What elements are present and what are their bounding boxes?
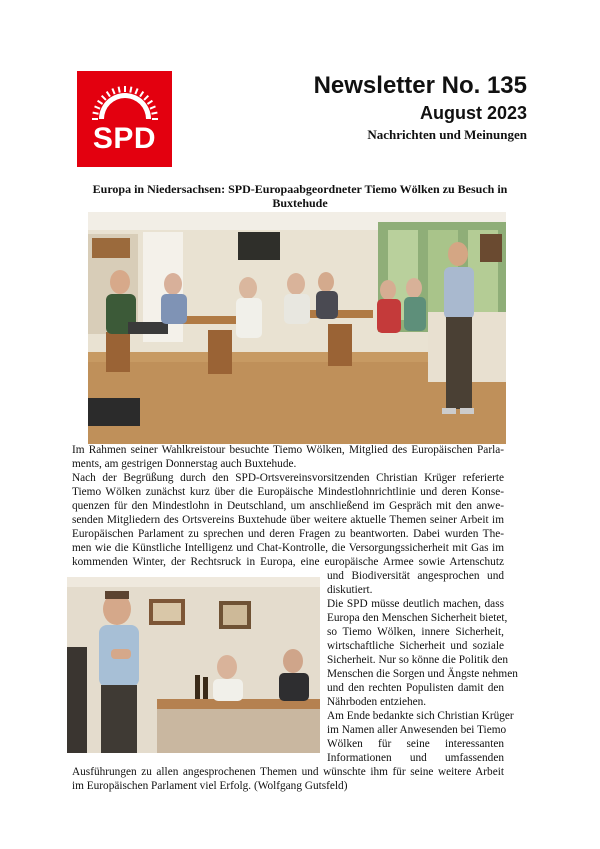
newsletter-date: August 2023 xyxy=(419,103,527,123)
text-line: wirtschaftliche Sicherheit und soziale xyxy=(327,640,504,652)
text-line: Europäischen Parlament zu sprechen und deren Fragen zu beantworten. Dabei wurden The- xyxy=(72,528,504,540)
text-line: quenzen für den Mindestlohn in Deutschland, um anschließend im Gespräch mit den anwe- xyxy=(72,500,504,512)
text-line: und den rechten Populisten damit den xyxy=(327,682,504,694)
meeting-photo xyxy=(88,212,506,444)
newsletter-title: Newsletter No. 135 xyxy=(313,72,527,99)
text-line: Im Rahmen seiner Wahlkreistour besuchte Tiemo Wölken, Mitglied des Europäischen Parla- xyxy=(72,444,504,456)
text-line: im Namen aller Anwesenden bei Tiemo xyxy=(327,724,507,736)
right-column-text xyxy=(327,569,518,765)
text-line: Informationen und umfassenden xyxy=(327,752,504,764)
paragraph-main xyxy=(72,471,504,569)
logo-text: SPD xyxy=(92,122,157,155)
text-line: Sicherheit. Nur so könne die Politik den xyxy=(327,654,509,666)
text-line: diskutiert. xyxy=(327,584,373,596)
paragraph-intro xyxy=(72,443,504,471)
text-line: Nährboden entziehen. xyxy=(327,696,427,708)
text-line: Am Ende bedankte sich Christian Krüger xyxy=(327,710,514,722)
text-line: Die SPD müsse deutlich machen, dass xyxy=(327,598,504,610)
text-line: Tiemo Wölken zunächst kurz über die Europäische Mindestlohnrichtlinie und deren Konse- xyxy=(72,486,504,498)
text-line: und Biodiversität angesprochen und xyxy=(327,570,504,582)
text-line: ments, am gestrigen Donnerstag auch Buxtehude. xyxy=(72,458,297,470)
text-line: men wie die Künstliche Intelligenz und Chat-Kontrolle, die Versorgungssicherheit mit Gas im xyxy=(72,542,504,554)
article-headline: Europa in Niedersachsen: SPD-Europaabgeordneter Tiemo Wölken zu Besuch in Buxtehude xyxy=(92,182,508,210)
text-line: Menschen die Sorgen und Ängste nehmen xyxy=(327,668,518,680)
spd-logo xyxy=(77,71,172,167)
text-line: Wölken für seine interessanten xyxy=(327,738,504,750)
text-line: senden Mitgliedern des Ortsvereins Buxtehude über weitere aktuelle Themen seiner Arbeit im xyxy=(72,514,504,526)
text-line: Europa den Menschen Sicherheit bietet, xyxy=(327,612,508,624)
text-line: im Europäischen Parlament viel Erfolg. (Wolfgang Gutsfeld) xyxy=(72,780,348,792)
speaker-photo xyxy=(67,577,320,753)
text-line: so Tiemo Wölken, innere Sicherheit, xyxy=(327,626,504,638)
text-line: Nach der Begrüßung durch den SPD-Ortsvereinsvorsitzenden Christian Krüger referierte xyxy=(72,472,504,484)
paragraph-closing xyxy=(72,765,504,793)
newsletter-subtitle: Nachrichten und Meinungen xyxy=(367,127,527,142)
text-line: Ausführungen zu allen angesprochenen Themen und wünschte ihm für seine weitere Arbeit xyxy=(72,766,504,778)
text-line: kommenden Winter, der Rechtsruck in Europa, eine europäische Armee sowie Artenschutz xyxy=(72,556,504,568)
